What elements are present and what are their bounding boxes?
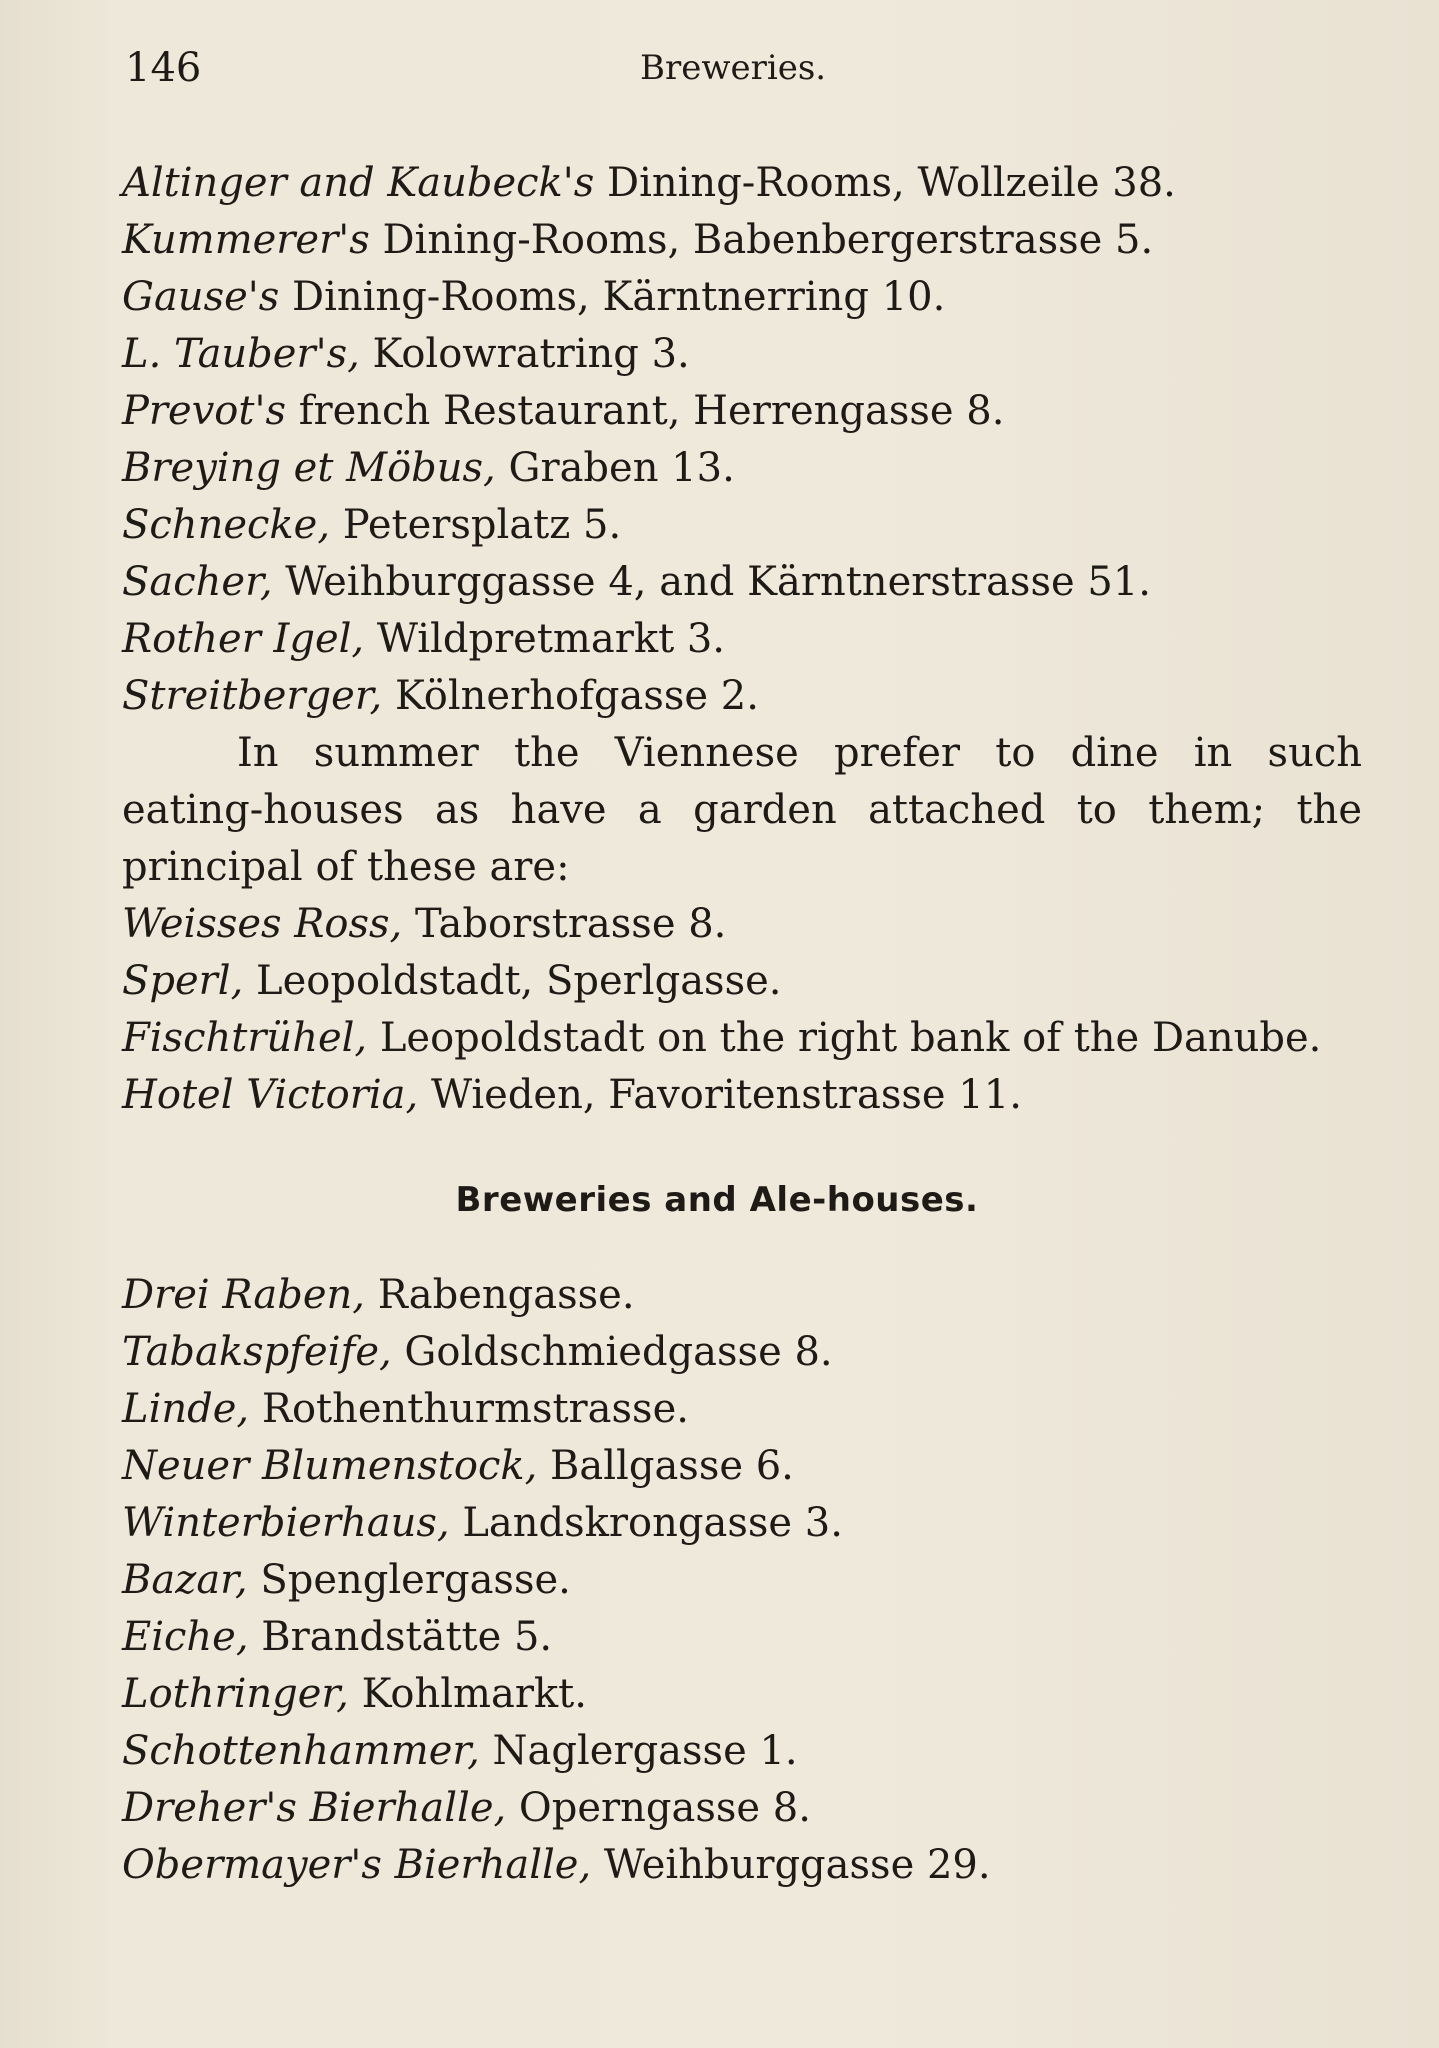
breweries-list: [122, 1267, 1362, 1894]
list-entry: [122, 1067, 1362, 1124]
paragraph-line: In summer the Viennese prefer to dine in such: [237, 730, 1362, 776]
entry-name: L. Tauber's,: [122, 331, 360, 377]
page-header: [125, 38, 1225, 98]
entry-name: Linde,: [122, 1386, 250, 1432]
list-entry: [122, 1666, 1362, 1723]
list-entry: [122, 269, 1362, 326]
entry-name: Breying et Möbus,: [122, 445, 496, 491]
entry-name: Kummerer's: [122, 217, 370, 263]
list-entry: [122, 1010, 1362, 1067]
entry-details: Kohlmarkt.: [348, 1671, 587, 1717]
list-entry: [122, 554, 1362, 611]
entry-name: Fischtrühel,: [122, 1015, 368, 1061]
entry-details: Wieden, Favoritenstrasse 11.: [418, 1072, 1022, 1118]
list-entry: [122, 155, 1362, 212]
entry-details: Dining-Rooms, Wollzeile 38.: [594, 160, 1176, 206]
paragraph-line: principal of these are:: [122, 844, 570, 890]
entry-details: Leopoldstadt, Sperlgasse.: [243, 958, 782, 1004]
list-entry: [122, 1609, 1362, 1666]
entry-details: Operngasse 8.: [506, 1785, 811, 1831]
entry-name: Neuer Blumenstock,: [122, 1443, 538, 1489]
entry-details: Taborstrasse 8.: [402, 901, 727, 947]
entry-details: Dining-Rooms, Babenbergerstrasse 5.: [369, 217, 1154, 263]
running-title: Breweries.: [640, 48, 827, 88]
list-entry: [122, 1552, 1362, 1609]
entry-details: Goldschmiedgasse 8.: [391, 1329, 833, 1375]
entry-details: Ballgasse 6.: [537, 1443, 794, 1489]
list-entry: [122, 1495, 1362, 1552]
list-entry: [122, 212, 1362, 269]
entry-name: Altinger and Kaubeck's: [122, 160, 595, 206]
entry-details: Landskrongasse 3.: [449, 1500, 843, 1546]
list-entry: [122, 1267, 1362, 1324]
list-entry: [122, 1837, 1362, 1894]
entry-name: Sacher,: [122, 559, 273, 605]
entry-name: Rother Igel,: [122, 616, 365, 662]
entry-details: Kölnerhofgasse 2.: [382, 673, 759, 719]
list-entry: [122, 1438, 1362, 1495]
section-heading: Breweries and Ale-houses.: [455, 1180, 979, 1220]
entry-details: Brandstätte 5.: [248, 1614, 553, 1660]
list-entry: [122, 497, 1362, 554]
entry-name: Weisses Ross,: [122, 901, 403, 947]
entry-name: Winterbierhaus,: [122, 1500, 450, 1546]
dining-rooms-list: [122, 155, 1362, 725]
entry-details: Wildpretmarkt 3.: [364, 616, 726, 662]
entry-details: french Restaurant, Herrengasse 8.: [285, 388, 1005, 434]
list-entry: [122, 1723, 1362, 1780]
entry-details: Spenglergasse.: [247, 1557, 571, 1603]
list-entry: [122, 440, 1362, 497]
entry-name: Lothringer,: [122, 1671, 349, 1717]
entry-name: Sperl,: [122, 958, 244, 1004]
entry-name: Streitberger,: [122, 673, 383, 719]
garden-list: [122, 896, 1362, 1124]
entry-details: Weihburggasse 4, and Kärntnerstrasse 51.: [272, 559, 1151, 605]
entry-name: Hotel Victoria,: [122, 1072, 419, 1118]
entry-name: Tabakspfeife,: [122, 1329, 392, 1375]
entry-details: Dining-Rooms, Kärntnerring 10.: [279, 274, 946, 320]
list-entry: [122, 1324, 1362, 1381]
list-entry: [122, 611, 1362, 668]
entry-name: Prevot's: [122, 388, 286, 434]
entry-name: Bazar,: [122, 1557, 248, 1603]
entry-details: Weihburggasse 29.: [591, 1842, 991, 1888]
list-entry: [122, 668, 1362, 725]
list-entry: [122, 326, 1362, 383]
entry-details: Kolowratring 3.: [359, 331, 690, 377]
page-body: [122, 155, 1362, 1894]
entry-details: Graben 13.: [495, 445, 735, 491]
entry-name: Gause's: [122, 274, 280, 320]
list-entry: [122, 953, 1362, 1010]
entry-name: Drei Raben,: [122, 1272, 366, 1318]
list-entry: [122, 1381, 1362, 1438]
list-entry: [122, 383, 1362, 440]
page-number: 146: [125, 45, 202, 91]
entry-name: Obermayer's Bierhalle,: [122, 1842, 592, 1888]
entry-details: Rothenthurmstrasse.: [249, 1386, 689, 1432]
entry-name: Schnecke,: [122, 502, 331, 548]
entry-name: Dreher's Bierhalle,: [122, 1785, 507, 1831]
entry-details: Naglergasse 1.: [479, 1728, 798, 1774]
entry-details: Leopoldstadt on the right bank of the Danube.: [367, 1015, 1322, 1061]
list-entry: [122, 896, 1362, 953]
entry-details: Petersplatz 5.: [330, 502, 622, 548]
entry-name: Eiche,: [122, 1614, 249, 1660]
list-entry: [122, 1780, 1362, 1837]
entry-details: Rabengasse.: [365, 1272, 635, 1318]
entry-name: Schottenhammer,: [122, 1728, 480, 1774]
summer-paragraph: [122, 725, 1362, 896]
paragraph-line: eating-houses as have a garden attached to them; the: [122, 787, 1362, 833]
